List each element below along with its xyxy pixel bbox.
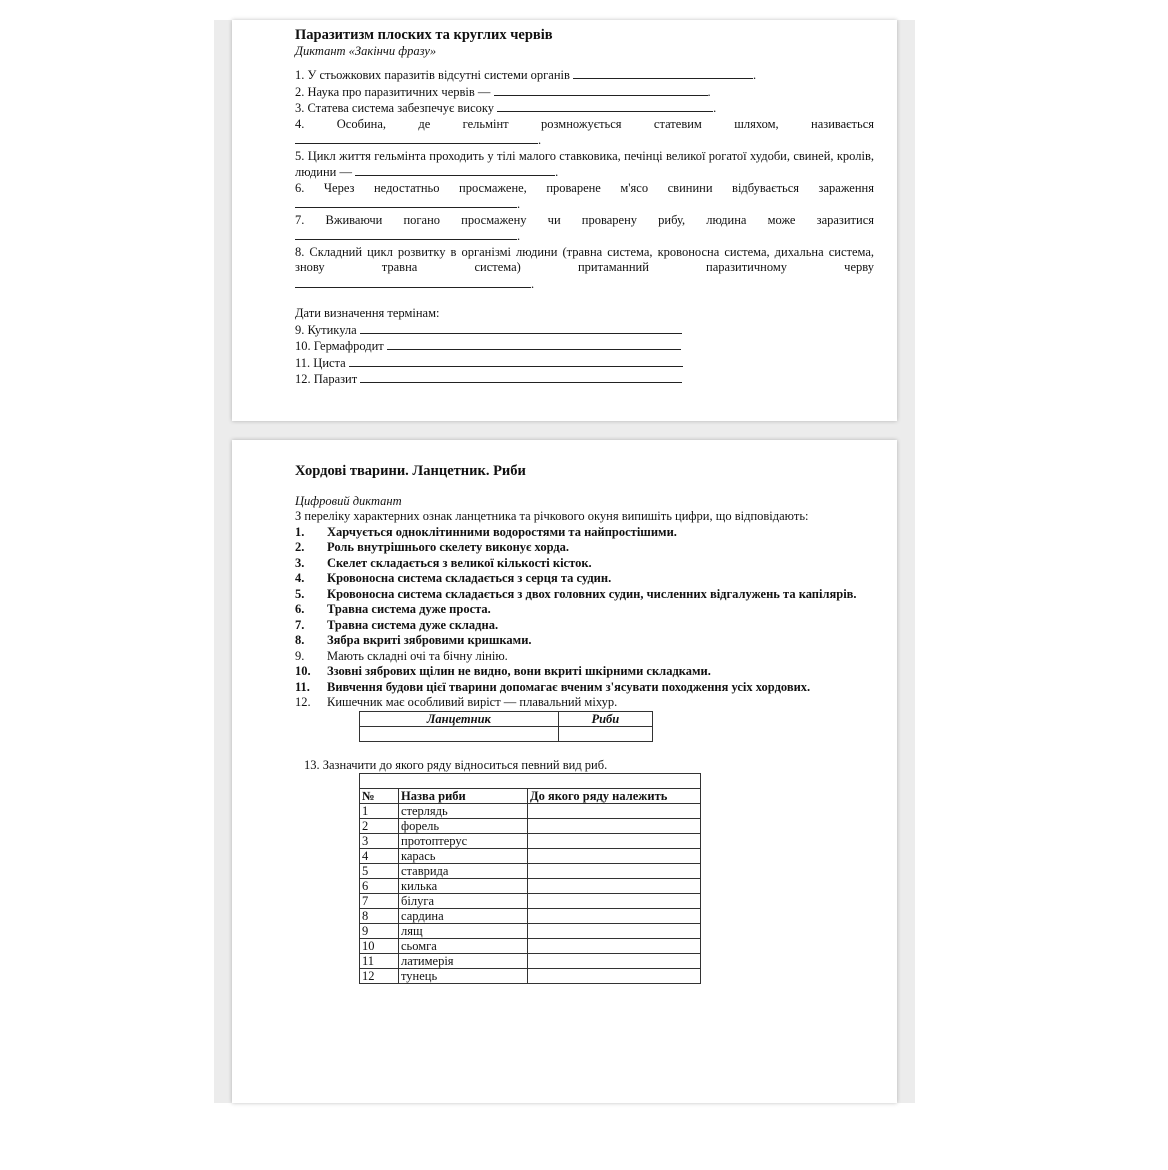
question-5: 5. Цикл життя гельмінта проходить у тілі малого ставковика, печінці великої рогатої худоби, свиней, кролів, людини — . xyxy=(295,148,874,179)
document-page-1 xyxy=(232,20,897,421)
table-row xyxy=(360,939,701,954)
question-text: 5. Цикл життя гельмінта проходить у тілі малого ставковика, печінці великої рогатої худоби, свиней, кролів, людини — xyxy=(295,148,874,179)
definition-10 xyxy=(295,338,874,355)
row-number: 12 xyxy=(360,969,399,984)
definition-12 xyxy=(295,371,874,388)
answer-blank xyxy=(295,132,538,144)
question-1: 1. У стьожкових паразитів відсутні системи органів . xyxy=(295,68,757,82)
table-row xyxy=(360,954,701,969)
statement-list xyxy=(295,525,874,711)
blank-cell xyxy=(360,774,701,789)
statement-item xyxy=(295,664,874,680)
table-row xyxy=(360,909,701,924)
fish-name: ставрида xyxy=(399,864,528,879)
statement-number: 12. xyxy=(295,695,311,709)
statement-number: 9. xyxy=(295,648,305,663)
row-number: 11 xyxy=(360,954,399,969)
table-row xyxy=(360,924,701,939)
statement-item xyxy=(295,680,874,696)
fish-name: білуга xyxy=(399,894,528,909)
page-title: Хордові тварини. Ланцетник. Риби xyxy=(295,463,526,479)
statement-text: Роль внутрішнього скелету виконує хорда. xyxy=(327,540,570,554)
row-number: 7 xyxy=(360,894,399,909)
table-header-row xyxy=(360,789,701,804)
statement-text: Мають складні очі та бічну лінію. xyxy=(327,648,508,663)
question-8: 8. Складний цикл розвитку в організмі людини (травна система, кровоносна система, дихальна система, знову травна система) притаманний паразитичному черву xyxy=(295,244,874,274)
row-number: 8 xyxy=(360,909,399,924)
row-number: 5 xyxy=(360,864,399,879)
statement-item xyxy=(295,540,874,556)
order-answer-cell[interactable] xyxy=(528,954,701,969)
order-answer-cell[interactable] xyxy=(528,804,701,819)
table-row xyxy=(360,834,701,849)
document-page-2 xyxy=(232,440,897,1103)
statement-text: Скелет складається з великої кількості кісток. xyxy=(327,555,592,570)
fish-table-body xyxy=(360,804,701,984)
answer-blank xyxy=(355,164,555,176)
order-answer-cell[interactable] xyxy=(528,894,701,909)
row-number: 6 xyxy=(360,879,399,894)
page-title: Паразитизм плоских та круглих червів xyxy=(295,27,553,43)
fish-name: лящ xyxy=(399,924,528,939)
order-answer-cell[interactable] xyxy=(528,939,701,954)
statement-number: 8. xyxy=(295,633,305,647)
statement-item xyxy=(295,602,874,618)
question-7: 7. Вживаючи погано просмажену чи проварену рибу, людина може заразитися xyxy=(295,212,874,227)
answer-blank xyxy=(387,338,681,350)
statement-number: 11. xyxy=(295,679,310,694)
statement-text: Харчується одноклітинними водоростями та найпростішими. xyxy=(327,524,677,539)
definition-term: 12. Паразит xyxy=(295,372,358,386)
row-number: 3 xyxy=(360,834,399,849)
table-row xyxy=(360,969,701,984)
answer-blank xyxy=(295,196,517,208)
page-subtitle: Цифровий диктант xyxy=(295,493,402,508)
question-2: 2. Наука про паразитичних червів — . xyxy=(295,84,711,99)
question-4-blank: . xyxy=(295,132,874,149)
answer-blank xyxy=(360,371,682,383)
fish-name: протоптерус xyxy=(399,834,528,849)
answer-blank xyxy=(573,67,753,79)
column-header: До якого ряду належить xyxy=(528,789,701,804)
statement-item xyxy=(295,525,874,541)
table-row xyxy=(360,879,701,894)
fish-name: тунець xyxy=(399,969,528,984)
order-answer-cell[interactable] xyxy=(528,849,701,864)
statement-number: 2. xyxy=(295,540,305,554)
question-3: 3. Статева система забезпечує високу . xyxy=(295,101,717,115)
row-number: 4 xyxy=(360,849,399,864)
table-header-row xyxy=(360,711,653,726)
definition-term: 9. Кутикула xyxy=(295,322,357,337)
statement-number: 3. xyxy=(295,555,305,570)
table-row xyxy=(360,894,701,909)
definition-term: 11. Циста xyxy=(295,355,346,370)
statement-text: Вивчення будови цієї тварини допомагає вченим з'ясувати походження усіх хордових. xyxy=(327,679,811,694)
answer-cell[interactable] xyxy=(558,726,652,741)
definition-11 xyxy=(295,355,874,372)
statement-text: Кишечник має особливий виріст — плавальний міхур. xyxy=(327,695,618,709)
answer-blank xyxy=(295,228,517,240)
table-row xyxy=(360,864,701,879)
question-8-blank: . xyxy=(295,276,874,293)
answer-blank xyxy=(497,100,713,112)
statement-item xyxy=(295,649,874,665)
question-4: 4. Особина, де гельмінт розмножується статевим шляхом, називається xyxy=(295,116,874,131)
fish-name: сардина xyxy=(399,909,528,924)
statement-text: Кровоносна система складається з двох головних судин, численних відгалужень та капілярів. xyxy=(327,586,857,601)
row-number: 2 xyxy=(360,819,399,834)
answer-cell[interactable] xyxy=(360,726,559,741)
statement-number: 1. xyxy=(295,524,305,539)
statement-item xyxy=(295,695,874,711)
statement-item xyxy=(295,618,874,634)
statement-item xyxy=(295,556,874,572)
column-header: № xyxy=(360,789,399,804)
task-intro: З переліку характерних ознак ланцетника та річкового окуня випишіть цифри, що відповідають: xyxy=(295,509,809,523)
column-header: Риби xyxy=(558,711,652,726)
statement-number: 4. xyxy=(295,571,305,585)
answer-table xyxy=(359,711,653,742)
question-7-blank: . xyxy=(295,228,874,245)
row-number: 10 xyxy=(360,939,399,954)
task-13: 13. Зазначити до якого ряду відноситься певний вид риб. xyxy=(304,757,608,772)
fish-name: карась xyxy=(399,849,528,864)
column-header: Назва риби xyxy=(399,789,528,804)
definition-term: 10. Гермафродит xyxy=(295,339,384,353)
answer-blank xyxy=(494,84,708,96)
statement-number: 7. xyxy=(295,617,305,632)
answer-blank xyxy=(360,322,682,334)
statement-number: 10. xyxy=(295,664,311,678)
statement-text: Травна система дуже складна. xyxy=(327,617,499,632)
fish-table xyxy=(359,773,701,984)
order-answer-cell[interactable] xyxy=(528,879,701,894)
statement-item xyxy=(295,633,874,649)
order-answer-cell[interactable] xyxy=(528,834,701,849)
statement-item xyxy=(295,587,874,603)
row-number: 1 xyxy=(360,804,399,819)
column-header: Ланцетник xyxy=(360,711,559,726)
definition-9 xyxy=(295,322,874,339)
question-text: 3. Статева система забезпечує високу xyxy=(295,101,495,115)
answer-blank xyxy=(349,355,683,367)
statement-text: Ззовні зябрових щілин не видно, вони вкриті шкірними складками. xyxy=(327,664,711,678)
table-row xyxy=(360,726,653,741)
question-6-blank: . xyxy=(295,196,874,213)
fish-name: килька xyxy=(399,879,528,894)
question-6: 6. Через недостатньо просмажене, проварене м'ясо свинини відбувається зараження xyxy=(295,180,874,195)
question-text: 2. Наука про паразитичних червів — xyxy=(295,84,491,99)
table-row xyxy=(360,774,701,789)
fish-name: стерлядь xyxy=(399,804,528,819)
table-row xyxy=(360,819,701,834)
order-answer-cell[interactable] xyxy=(528,864,701,879)
answer-blank xyxy=(295,276,531,288)
row-number: 9 xyxy=(360,924,399,939)
statement-item xyxy=(295,571,874,587)
statement-text: Травна система дуже проста. xyxy=(327,602,491,616)
page-subtitle: Диктант «Закінчи фразу» xyxy=(295,43,437,58)
fish-name: латимерія xyxy=(399,954,528,969)
statement-number: 5. xyxy=(295,586,305,601)
statement-text: Кровоносна система складається з серця та судин. xyxy=(327,571,612,585)
order-answer-cell[interactable] xyxy=(528,819,701,834)
table-row xyxy=(360,849,701,864)
definitions-heading: Дати визначення термінам: xyxy=(295,306,440,320)
fish-name: сьомга xyxy=(399,939,528,954)
fish-name: форель xyxy=(399,819,528,834)
order-answer-cell[interactable] xyxy=(528,969,701,984)
order-answer-cell[interactable] xyxy=(528,924,701,939)
order-answer-cell[interactable] xyxy=(528,909,701,924)
statement-number: 6. xyxy=(295,602,305,616)
table-row xyxy=(360,804,701,819)
statement-text: Зябра вкриті зябровими кришками. xyxy=(327,633,532,647)
question-text: 1. У стьожкових паразитів відсутні системи органів xyxy=(295,68,570,82)
